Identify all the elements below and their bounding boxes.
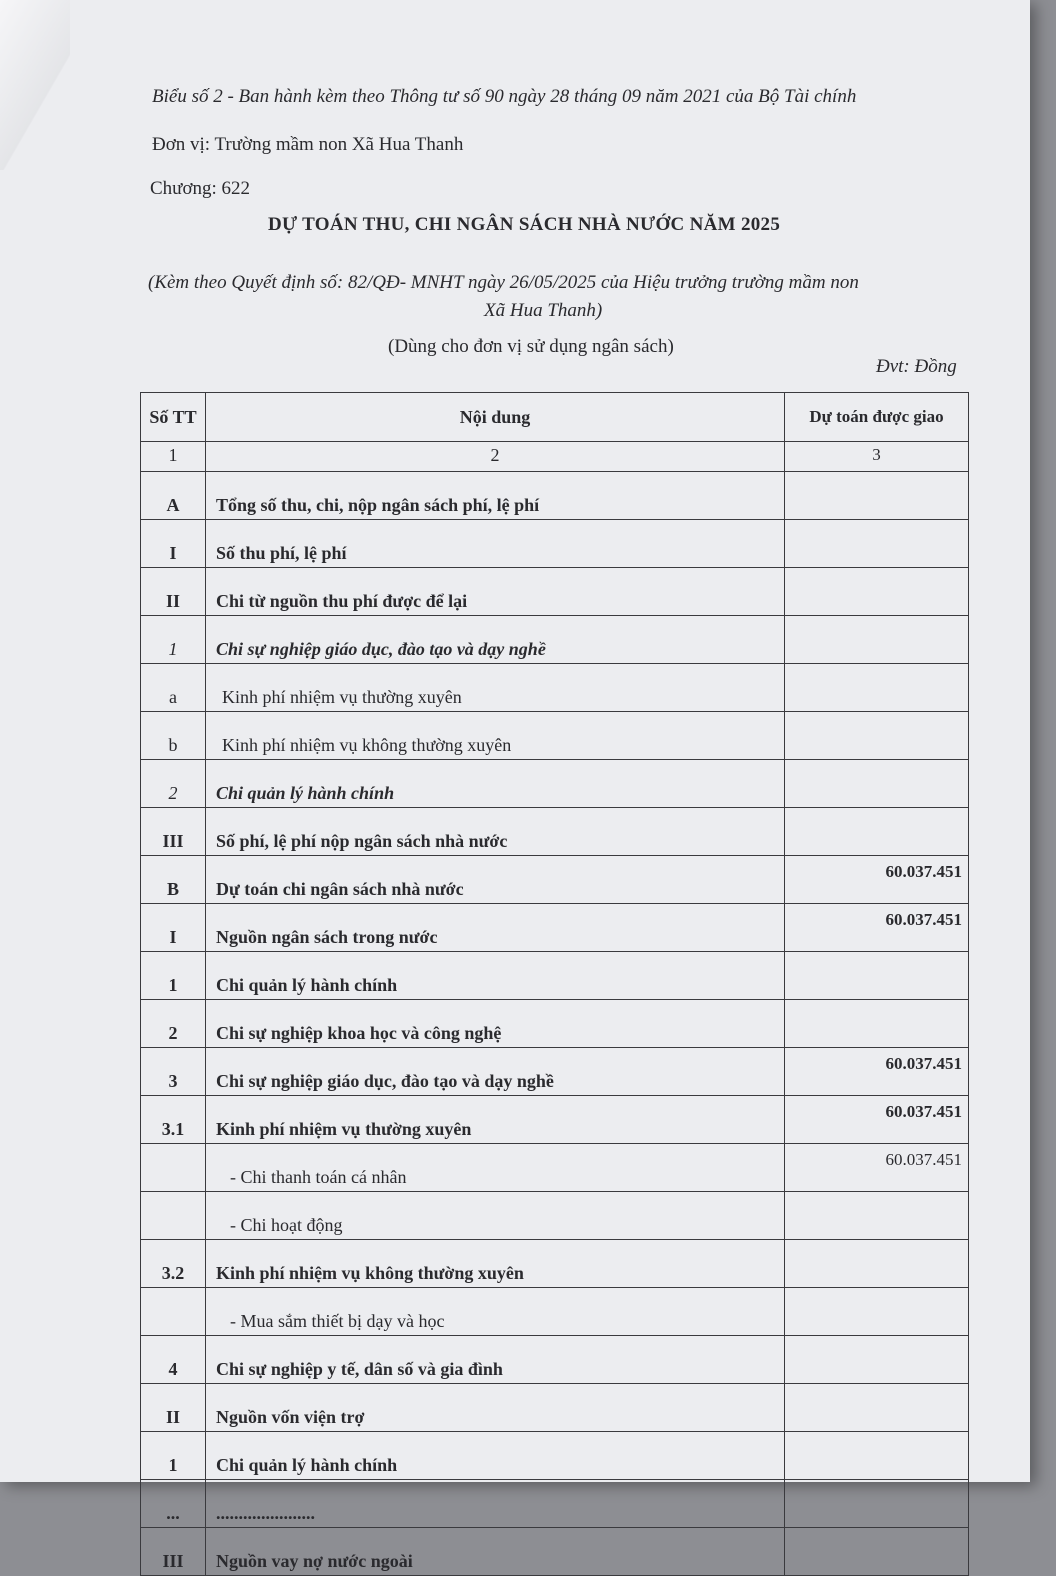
row-content: Chi sự nghiệp khoa học và công nghệ: [206, 1000, 785, 1048]
table-row: [141, 664, 969, 712]
row-number: [141, 1288, 206, 1336]
row-content: Kinh phí nhiệm vụ không thường xuyên: [206, 1240, 785, 1288]
table-row: [141, 616, 969, 664]
row-content: Nguồn ngân sách trong nước: [206, 904, 785, 952]
page-title: DỰ TOÁN THU, CHI NGÂN SÁCH NHÀ NƯỚC NĂM 2025: [268, 214, 781, 235]
row-number: 1: [141, 1432, 206, 1480]
row-number: ...: [141, 1480, 206, 1528]
decision-line-1: (Kèm theo Quyết định số: 82/QĐ- MNHT ngày 26/05/2025 của Hiệu trưởng trường mầm non: [148, 272, 859, 293]
usage-note: (Dùng cho đơn vị sử dụng ngân sách): [388, 336, 674, 357]
row-number: 4: [141, 1336, 206, 1384]
column-number-row: [141, 442, 969, 472]
row-number: A: [141, 472, 206, 520]
header-no: Số TT: [141, 393, 206, 442]
unit-name: Đơn vị: Trường mầm non Xã Hua Thanh: [152, 134, 464, 155]
row-number: 3.1: [141, 1096, 206, 1144]
row-number: [141, 1192, 206, 1240]
table-row: [141, 1096, 969, 1144]
row-content: Chi quản lý hành chính: [206, 760, 785, 808]
row-amount: [785, 1528, 969, 1576]
row-amount: [785, 1336, 969, 1384]
budget-table: [140, 392, 969, 1576]
header-content: Nội dung: [206, 393, 785, 442]
row-amount: [785, 760, 969, 808]
row-content: Chi từ nguồn thu phí được để lại: [206, 568, 785, 616]
row-amount: 60.037.451: [785, 904, 969, 952]
row-number: 2: [141, 1000, 206, 1048]
row-amount: 60.037.451: [785, 1048, 969, 1096]
row-content: - Mua sắm thiết bị dạy và học: [206, 1288, 785, 1336]
currency-unit: Đvt: Đồng: [876, 356, 957, 377]
row-amount: 60.037.451: [785, 1096, 969, 1144]
decision-line-2: Xã Hua Thanh): [484, 300, 603, 321]
row-amount: [785, 520, 969, 568]
row-content: Nguồn vốn viện trợ: [206, 1384, 785, 1432]
row-content: Chi sự nghiệp giáo dục, đào tạo và dạy nghề: [206, 1048, 785, 1096]
row-amount: 60.037.451: [785, 856, 969, 904]
row-content: Số phí, lệ phí nộp ngân sách nhà nước: [206, 808, 785, 856]
row-content: Số thu phí, lệ phí: [206, 520, 785, 568]
table-row: [141, 1288, 969, 1336]
table-row: [141, 1528, 969, 1576]
row-content: - Chi thanh toán cá nhân: [206, 1144, 785, 1192]
table-row: [141, 1432, 969, 1480]
form-note: Biểu số 2 - Ban hành kèm theo Thông tư số 90 ngày 28 tháng 09 năm 2021 của Bộ Tài chính: [152, 86, 857, 107]
row-number: III: [141, 808, 206, 856]
table-row: [141, 568, 969, 616]
row-content: Chi sự nghiệp y tế, dân số và gia đình: [206, 1336, 785, 1384]
table-header-row: [141, 393, 969, 442]
row-amount: [785, 808, 969, 856]
row-amount: [785, 1480, 969, 1528]
row-number: [141, 1144, 206, 1192]
table-row: [141, 760, 969, 808]
row-content: Kinh phí nhiệm vụ thường xuyên: [206, 1096, 785, 1144]
header-amount: Dự toán được giao: [785, 393, 969, 442]
row-content: - Chi hoạt động: [206, 1192, 785, 1240]
table-row: [141, 904, 969, 952]
column-number: 2: [206, 442, 785, 472]
table-row: [141, 472, 969, 520]
row-amount: [785, 1432, 969, 1480]
row-number: a: [141, 664, 206, 712]
row-content: Nguồn vay nợ nước ngoài: [206, 1528, 785, 1576]
row-amount: [785, 664, 969, 712]
row-amount: [785, 1288, 969, 1336]
row-content: Chi quản lý hành chính: [206, 952, 785, 1000]
row-number: B: [141, 856, 206, 904]
row-content: Chi quản lý hành chính: [206, 1432, 785, 1480]
row-number: III: [141, 1528, 206, 1576]
table-row: [141, 520, 969, 568]
row-number: 2: [141, 760, 206, 808]
table-row: [141, 1144, 969, 1192]
table-row: [141, 712, 969, 760]
row-amount: [785, 1240, 969, 1288]
row-content: Kinh phí nhiệm vụ không thường xuyên: [206, 712, 785, 760]
table-row: [141, 952, 969, 1000]
row-number: 3.2: [141, 1240, 206, 1288]
row-amount: [785, 952, 969, 1000]
table-row: [141, 1048, 969, 1096]
row-amount: [785, 616, 969, 664]
row-amount: [785, 1000, 969, 1048]
row-amount: [785, 472, 969, 520]
table-row: [141, 1240, 969, 1288]
row-number: 1: [141, 952, 206, 1000]
row-content: ......................: [206, 1480, 785, 1528]
table-row: [141, 1384, 969, 1432]
row-content: Kinh phí nhiệm vụ thường xuyên: [206, 664, 785, 712]
row-amount: [785, 568, 969, 616]
row-number: 1: [141, 616, 206, 664]
table-row: [141, 1336, 969, 1384]
row-number: 3: [141, 1048, 206, 1096]
row-content: Tổng số thu, chi, nộp ngân sách phí, lệ phí: [206, 472, 785, 520]
row-amount: [785, 712, 969, 760]
column-number: 3: [785, 442, 969, 472]
row-content: Chi sự nghiệp giáo dục, đào tạo và dạy nghề: [206, 616, 785, 664]
paper-fold: [0, 0, 70, 170]
table-row: [141, 808, 969, 856]
column-number: 1: [141, 442, 206, 472]
table-row: [141, 1192, 969, 1240]
row-number: I: [141, 904, 206, 952]
row-content: Dự toán chi ngân sách nhà nước: [206, 856, 785, 904]
row-amount: [785, 1384, 969, 1432]
table-row: [141, 856, 969, 904]
table-row: [141, 1000, 969, 1048]
chapter: Chương: 622: [150, 178, 251, 199]
row-amount: [785, 1192, 969, 1240]
row-number: b: [141, 712, 206, 760]
row-number: II: [141, 1384, 206, 1432]
table-row: [141, 1480, 969, 1528]
row-amount: 60.037.451: [785, 1144, 969, 1192]
row-number: I: [141, 520, 206, 568]
row-number: II: [141, 568, 206, 616]
